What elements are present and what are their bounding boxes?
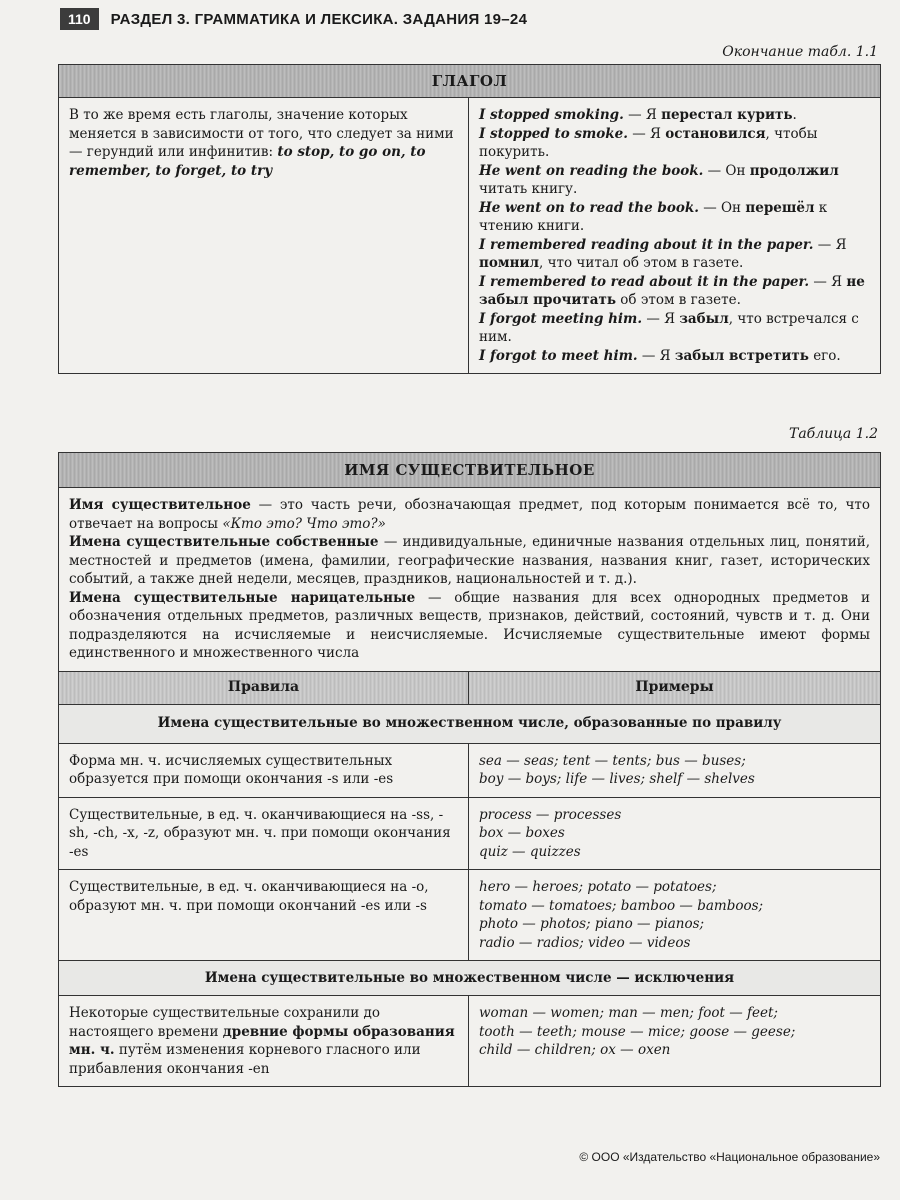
- verb-example-en: I stopped to smoke.: [479, 125, 628, 142]
- example-line: box — boxes: [479, 825, 565, 841]
- rule-row: [59, 870, 881, 961]
- example-line: woman — women; man — men; foot — feet;: [479, 1005, 778, 1021]
- verb-example: [479, 106, 870, 125]
- verb-example-ru: — Я: [642, 310, 680, 327]
- verb-example: [479, 347, 870, 366]
- rule-text: Форма мн. ч. исчисляемых существительных образуется при помощи окончания -s или -es: [59, 743, 469, 797]
- noun-definition: [69, 533, 870, 589]
- verb-example-en: I forgot to meet him.: [479, 347, 638, 364]
- definition-text: — общие названия для всех однородных предметов и обозначения отдельных предметов, различных веществ, признаков, действий, состояний, чувств и т. д. Они подразделяются на исчисляемые и неисчисляемые. Исчисляемые существительные имеют формы единственного и множественного числа: [69, 589, 870, 661]
- exception-text-key: древние формы образования мн. ч.: [69, 1023, 455, 1058]
- page-header: [60, 6, 527, 32]
- exception-text-post: путём изменения корневого гласного или прибавления окончания -en: [69, 1042, 421, 1077]
- definition-term: Имена существительные собственные: [69, 534, 379, 550]
- verb-example-ru: — Я: [623, 107, 662, 123]
- verb-example-en: I stopped smoking.: [479, 107, 624, 123]
- verb-examples: [469, 98, 881, 374]
- verb-example-en: He went on to read the book.: [479, 199, 699, 216]
- verb-example-ru-key: забыл встретить: [674, 347, 809, 364]
- rule-examples: [469, 870, 881, 961]
- example-line: boy — boys; life — lives; shelf — shelves: [479, 771, 755, 787]
- verb-example: [479, 273, 870, 310]
- example-line: sea — seas; tent — tents; bus — buses;: [479, 752, 746, 769]
- exception-text: [59, 996, 469, 1087]
- page-number: 110: [60, 8, 99, 30]
- definition-text: — это часть речи, обозначающая предмет, под которым понимается всё то, что отвечает на вопросы: [69, 497, 870, 532]
- verb-example-ru: — Я: [813, 236, 847, 253]
- verb-example-ru-key: перешёл: [745, 199, 815, 216]
- verb-example-en: I forgot meeting him.: [479, 310, 643, 327]
- definition-term: Имена существительные нарицательные: [69, 589, 416, 606]
- example-line: tomato — tomatoes; bamboo — bamboos;: [479, 897, 764, 914]
- verb-list: to stop, to go on, to remember, to forget, to try: [69, 144, 426, 179]
- section-title: РАЗДЕЛ 3. ГРАММАТИКА И ЛЕКСИКА. ЗАДАНИЯ 19–24: [110, 10, 528, 28]
- rule-text: Существительные, в ед. ч. оканчивающиеся на -o, образуют мн. ч. при помощи окончаний -es или -s: [59, 870, 469, 961]
- rule-text: Существительные, в ед. ч. оканчивающиеся на -ss, -sh, -ch, -x, -z, образуют мн. ч. при помощи окончания -es: [59, 797, 469, 870]
- definition-question: «Кто это? Что это?»: [222, 515, 386, 532]
- table2-caption: Таблица 1.2: [789, 426, 878, 442]
- exception-text-pre: Некоторые существительные сохранили до настоящего времени: [69, 1005, 380, 1040]
- exception-row: [59, 996, 881, 1087]
- verb-example-ru-key: продолжил: [749, 162, 839, 179]
- column-header-examples: Примеры: [469, 671, 881, 704]
- verb-example-ru-rest: , что читал об этом в газете.: [539, 255, 744, 271]
- verb-explanation-text: В то же время есть глаголы, значение которых меняется в зависимости от того, что следует за ними — герундий или инфинитив:: [69, 107, 454, 160]
- example-line: photo — photos; piano — pianos;: [479, 916, 705, 932]
- verb-example-ru: — Он: [698, 199, 746, 216]
- verb-example-ru-key: перестал курить: [661, 107, 793, 123]
- noun-definition: [69, 589, 870, 663]
- verb-example-ru-rest: его.: [808, 347, 841, 364]
- section-regular-plural: Имена существительные во множественном числе, образованные по правилу: [59, 704, 881, 743]
- section-plural-exceptions: Имена существительные во множественном числе — исключения: [59, 961, 881, 996]
- example-line: process — processes: [479, 806, 622, 823]
- verb-example: [479, 199, 870, 236]
- verb-example: [479, 310, 870, 347]
- verb-explanation: [59, 98, 469, 374]
- verb-table: [58, 64, 881, 374]
- exception-examples: [469, 996, 881, 1087]
- definition-term: Имя существительное: [69, 497, 251, 513]
- example-line: radio — radios; video — videos: [479, 934, 691, 951]
- verb-example-ru-rest: об этом в газете.: [615, 292, 741, 308]
- verb-table-title: ГЛАГОЛ: [59, 65, 881, 98]
- verb-example-ru: — Я: [809, 273, 847, 290]
- verb-example: [479, 125, 870, 162]
- verb-example-ru-key: забыл: [679, 310, 729, 327]
- verb-example-ru: — Он: [703, 162, 750, 179]
- definition-text: — индивидуальные, единичные названия отдельных лиц, понятий, местностей и предметов (имена, фамилии, географические названия, названия книг, газет, исторических событий, а также дней недели, месяцев, праздников, национальностей и т. д.).: [69, 534, 870, 587]
- verb-example-ru-key: остановился: [665, 125, 766, 142]
- verb-example-ru-rest: к чтению книги.: [479, 199, 828, 234]
- verb-example-ru: — Я: [627, 125, 666, 142]
- table1-caption: Окончание табл. 1.1: [722, 44, 878, 60]
- verb-example-ru-rest: .: [792, 107, 797, 123]
- noun-intro: [59, 488, 881, 672]
- verb-example-ru-key: не забыл прочитать: [479, 273, 865, 308]
- verb-example-ru-key: помнил: [479, 255, 540, 271]
- rule-row: [59, 743, 881, 797]
- verb-example-ru: — Я: [637, 347, 675, 364]
- verb-example: [479, 236, 870, 273]
- verb-example-ru-rest: читать книгу.: [479, 181, 578, 197]
- noun-definition: [69, 496, 870, 533]
- rule-row: [59, 797, 881, 870]
- noun-table-title: ИМЯ СУЩЕСТВИТЕЛЬНОЕ: [59, 453, 881, 488]
- verb-example-ru-rest: , чтобы покурить.: [479, 125, 818, 160]
- noun-table: [58, 452, 881, 1087]
- example-line: hero — heroes; potato — potatoes;: [479, 879, 717, 895]
- column-header-rules: Правила: [59, 671, 469, 704]
- example-line: tooth — teeth; mouse — mice; goose — geese;: [479, 1023, 796, 1040]
- example-line: child — children; ox — oxen: [479, 1042, 671, 1058]
- verb-example-en: I remembered to read about it in the paper.: [479, 273, 810, 290]
- verb-example-en: I remembered reading about it in the paper.: [479, 236, 814, 253]
- example-line: quiz — quizzes: [479, 843, 581, 860]
- verb-example-ru-rest: , что встречался с ним.: [479, 310, 859, 345]
- rule-examples: [469, 797, 881, 870]
- copyright-footer: © ООО «Издательство «Национальное образование»: [579, 1150, 880, 1164]
- rule-examples: [469, 743, 881, 797]
- verb-example: [479, 162, 870, 199]
- verb-example-en: He went on reading the book.: [479, 162, 704, 179]
